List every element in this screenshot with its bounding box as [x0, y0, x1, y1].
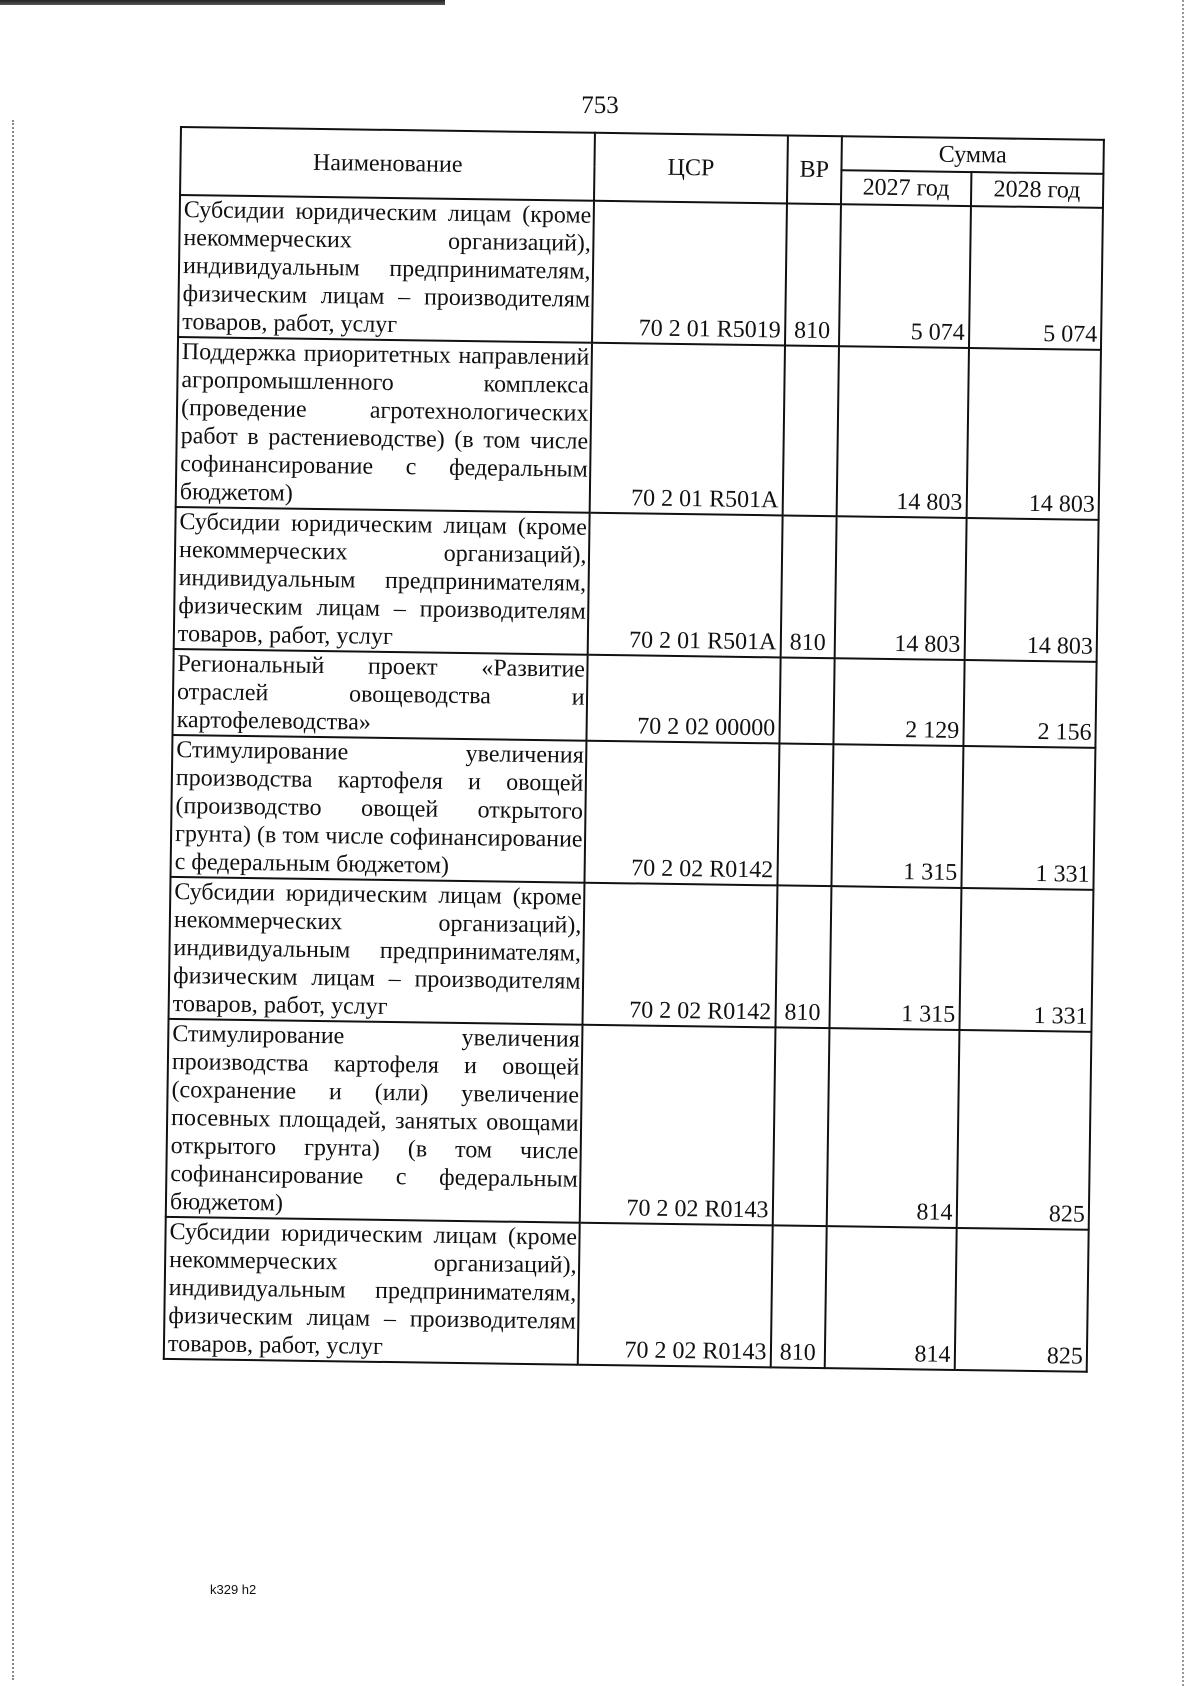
row-vr-code: 810 [780, 515, 837, 658]
scan-edge-right [1182, 0, 1186, 1686]
row-vr-code [779, 657, 835, 744]
row-vr-code [777, 743, 834, 886]
row-name: Субсидии юридическим лицам (кроме некоммерческих организаций), индивидуальным предпринимателям, физическим лицам – производителям товаров, работ, услуг [174, 507, 590, 655]
header-csr: ЦСР [594, 133, 787, 204]
row-amount-2028: 825 [956, 1030, 1091, 1230]
row-amount-2028: 1 331 [961, 746, 1095, 890]
row-vr-code: 810 [775, 885, 832, 1028]
header-sum: Сумма [842, 136, 1104, 174]
row-amount-2027: 5 074 [839, 204, 970, 348]
row-csr-code: 70 2 01 R501A [590, 343, 784, 516]
row-csr-code: 70 2 02 R0142 [583, 883, 777, 1028]
scan-edge-top [0, 0, 445, 5]
row-name: Субсидии юридическим лицам (кроме некоммерческих организаций), индивидуальным предпринимателям, физическим лицам – производителям товаров, работ, услуг [178, 195, 594, 343]
row-amount-2027: 14 803 [835, 516, 966, 660]
table-body [164, 195, 1103, 1372]
row-amount-2027: 2 129 [834, 658, 965, 746]
row-csr-code: 70 2 02 R0142 [585, 741, 779, 886]
table-row [164, 1217, 1089, 1372]
budget-table [163, 126, 1105, 1373]
row-vr-code [772, 1027, 829, 1226]
footer-code: k329 h2 [210, 1582, 257, 1597]
row-amount-2027: 1 315 [830, 886, 961, 1030]
table-row [172, 649, 1096, 748]
table-row [169, 877, 1094, 1032]
row-name: Региональный проект «Развитие отраслей овощеводства и картофелеводства» [172, 649, 588, 741]
row-csr-code: 70 2 02 R0143 [580, 1025, 775, 1226]
row-name: Поддержка приоритетных направлений агропромышленного комплекса (проведение агротехнологических работ в растениеводстве) (в том числе софинансирование с федеральным бюджетом) [176, 337, 593, 513]
table-row [171, 735, 1096, 890]
row-name: Субсидии юридическим лицам (кроме некоммерческих организаций), индивидуальным предпринимателям, физическим лицам – производителям товаров, работ, услуг [164, 1217, 580, 1365]
row-csr-code: 70 2 01 R501A [588, 513, 782, 658]
row-amount-2028: 14 803 [966, 348, 1101, 520]
row-name: Стимулирование увеличения производства картофеля и овощей (сохранение и (или) увеличение посевных площадей, занятых овощами открытого грунта) (в том числе софинансирование с федеральным бюджетом) [166, 1019, 583, 1223]
table-row [178, 195, 1103, 350]
row-name: Субсидии юридическим лицам (кроме некоммерческих организаций), индивидуальным предпринимателям, физическим лицам – производителям товаров, работ, услуг [169, 877, 585, 1025]
scan-edge-left [12, 120, 16, 1680]
row-amount-2028: 2 156 [963, 660, 1097, 748]
page-number: 753 [581, 92, 619, 119]
row-amount-2027: 814 [825, 1226, 956, 1370]
header-vr: ВР [787, 135, 843, 204]
row-vr-code [782, 345, 839, 516]
row-amount-2028: 5 074 [969, 206, 1103, 350]
table-row [176, 337, 1101, 520]
row-csr-code: 70 2 01 R5019 [592, 201, 786, 346]
row-name: Стимулирование увеличения производства картофеля и овощей (производство овощей открытого грунта) (в том числе софинансирование с федеральным бюджетом) [171, 735, 587, 883]
row-vr-code: 810 [785, 203, 842, 346]
table-row [166, 1019, 1092, 1230]
header-name: Наименование [180, 127, 595, 201]
table-row [174, 507, 1099, 662]
row-amount-2027: 14 803 [837, 346, 969, 518]
header-year-2028: 2028 год [970, 172, 1103, 208]
row-amount-2028: 1 331 [959, 888, 1093, 1032]
row-amount-2027: 1 315 [832, 744, 963, 888]
row-csr-code: 70 2 02 00000 [587, 655, 780, 744]
row-amount-2027: 814 [827, 1028, 959, 1228]
row-amount-2028: 14 803 [964, 518, 1098, 662]
header-year-2027: 2027 год [841, 170, 971, 206]
row-amount-2028: 825 [954, 1228, 1088, 1372]
row-vr-code: 810 [770, 1225, 827, 1368]
row-csr-code: 70 2 02 R0143 [578, 1223, 772, 1368]
